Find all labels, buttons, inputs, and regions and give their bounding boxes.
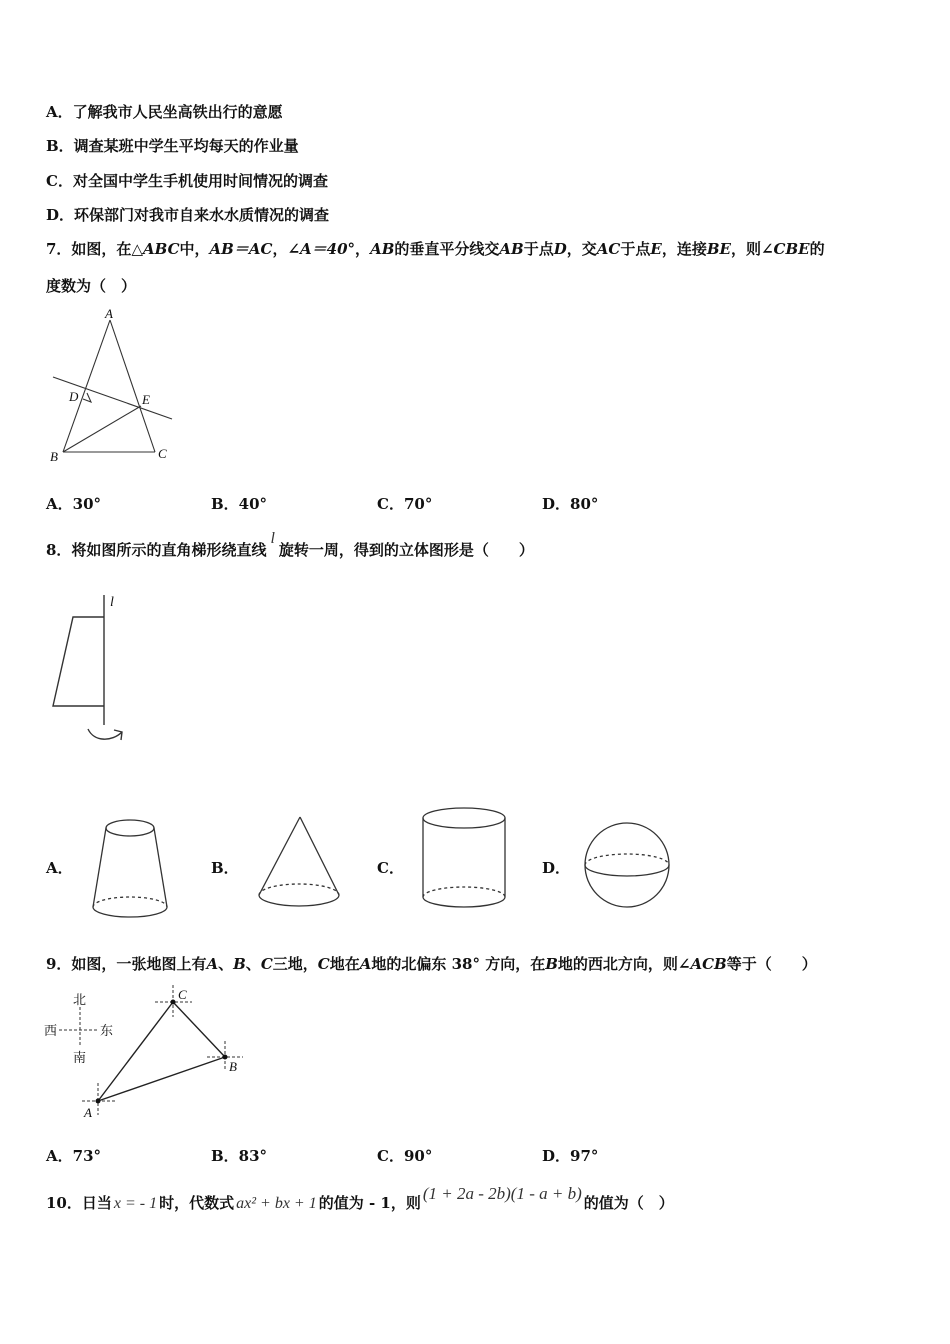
q7-stem-line2: 度数为（ ） xyxy=(46,277,137,295)
q6-option-a: A．了解我市人民坐高铁出行的意愿 xyxy=(46,103,283,121)
q9-compass-north: 北 xyxy=(73,992,87,1007)
q7-side-ab xyxy=(63,320,110,452)
q8-cylinder-figure xyxy=(418,805,510,915)
q7-label-a: A xyxy=(105,306,113,321)
q7-stem-line1: 7．如图，在△ABC中，AB＝AC，∠A＝40°，AB的垂直平分线交AB于点D，交AC于点E，连接BE，则∠CBE的 xyxy=(46,240,825,258)
q7-triangle-figure xyxy=(48,305,183,470)
q7-side-ac xyxy=(110,320,155,452)
q9-label-c: C xyxy=(178,987,187,1002)
q9-compass-east: 东 xyxy=(100,1023,114,1038)
q9-compass-cross xyxy=(59,1007,99,1047)
q8-stem: 8．将如图所示的直角梯形绕直线l旋转一周，得到的立体图形是（ ） xyxy=(46,530,534,559)
q8-cone-figure xyxy=(254,812,344,912)
q9-option-a: A．73° xyxy=(46,1147,102,1165)
q7-label-e: E xyxy=(142,392,150,407)
q8-option-c: C． xyxy=(377,859,404,877)
q7-segment-be xyxy=(63,406,141,452)
q8-frustum-figure xyxy=(88,815,173,925)
q8-label-l: l xyxy=(110,595,114,610)
q6-option-d: D．环保部门对我市自来水水质情况的调查 xyxy=(46,206,330,224)
q7-label-c: C xyxy=(158,446,167,461)
q9-option-c: C．90° xyxy=(377,1147,433,1165)
q9-compass-south: 南 xyxy=(73,1050,87,1065)
q9-option-b: B．83° xyxy=(211,1147,268,1165)
q8-trapezoid-figure xyxy=(48,590,138,750)
q8-option-d: D． xyxy=(542,859,571,877)
q8-sphere-figure xyxy=(582,818,672,913)
q7-option-a: A．30° xyxy=(46,495,102,513)
q9-stem: 9．如图，一张地图上有A、B、C三地，C地在A地的北偏东 38° 方向，在B地的西北方向，则∠ACB等于（ ） xyxy=(46,955,817,973)
q9-compass-west: 西 xyxy=(44,1023,58,1038)
q9-map-figure xyxy=(42,985,257,1125)
q9-label-a: A xyxy=(84,1105,92,1120)
q8-option-a: A． xyxy=(46,859,73,877)
q8-right-trapezoid xyxy=(53,617,104,706)
q6-option-c: C．对全国中学生手机使用时间情况的调查 xyxy=(46,172,328,190)
q7-right-angle-mark xyxy=(83,393,91,402)
q10-stem: 10．日当 x = - 1 时，代数式 ax² + bx + 1 的值为 - 1，则 (1 + 2a - 2b)(1 - a + b) 的值为（ ） xyxy=(46,1184,674,1212)
q9-option-d: D．97° xyxy=(542,1147,599,1165)
q7-option-d: D．80° xyxy=(542,495,599,513)
q7-option-b: B．40° xyxy=(211,495,268,513)
q9-label-b: B xyxy=(229,1059,237,1074)
q7-option-c: C．70° xyxy=(377,495,433,513)
q7-label-b: B xyxy=(50,449,58,464)
q6-option-b: B．调查某班中学生平均每天的作业量 xyxy=(46,137,299,155)
q8-option-b: B． xyxy=(211,859,239,877)
q9-triangle-acb xyxy=(98,1002,225,1101)
q7-label-d: D xyxy=(69,389,79,404)
